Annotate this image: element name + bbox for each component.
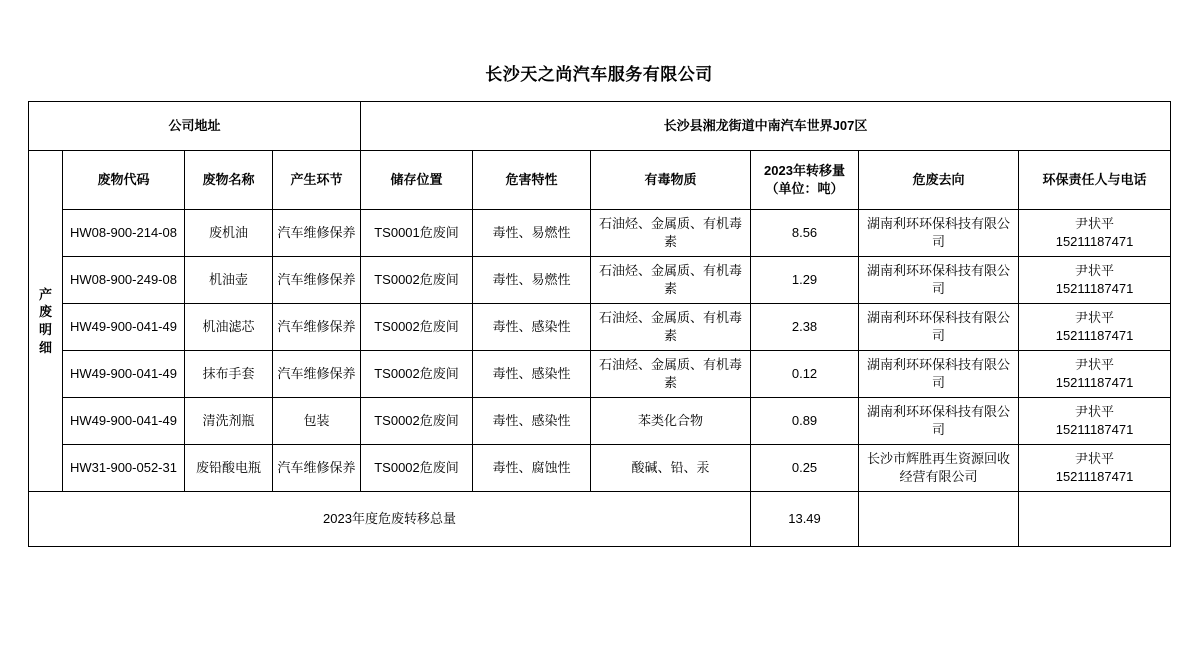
side-label-char-4: 细 [38,339,52,355]
cell-amount: 0.89 [751,398,859,445]
contact-name: 尹状平 [1075,216,1115,232]
cell-stage: 汽车维修保养 [273,304,361,351]
cell-name: 废铅酸电瓶 [185,445,273,492]
table-row [29,445,1171,492]
cell-storage: TS0002危废间 [361,445,473,492]
side-label-char-1: 产 [38,286,52,302]
cell-name: 机油滤芯 [185,304,273,351]
cell-hazard: 毒性、腐蚀性 [473,445,591,492]
cell-name: 废机油 [185,210,273,257]
cell-toxic: 石油烃、金属质、有机毒素 [591,210,751,257]
column-header-amount-unit: （单位：吨） [765,181,844,196]
contact-phone: 15211187471 [1055,469,1134,484]
cell-amount: 8.56 [751,210,859,257]
column-header-storage: 储存位置 [361,151,473,210]
cell-amount: 2.38 [751,304,859,351]
table-row [29,257,1171,304]
cell-storage: TS0002危废间 [361,304,473,351]
cell-contact [1019,210,1171,257]
cell-destination: 湖南利环环保科技有限公司 [859,210,1019,257]
cell-contact [1019,398,1171,445]
contact-name: 尹状平 [1075,357,1115,373]
side-label [29,151,63,492]
table-row [29,351,1171,398]
hazardous-waste-table [28,101,1171,547]
total-blank-destination [859,492,1019,547]
cell-contact [1019,257,1171,304]
cell-stage: 汽车维修保养 [273,257,361,304]
cell-toxic: 石油烃、金属质、有机毒素 [591,304,751,351]
cell-amount: 0.12 [751,351,859,398]
total-label: 2023年度危废转移总量 [29,492,751,547]
table-row [29,398,1171,445]
contact-name: 尹状平 [1075,263,1115,279]
contact-phone: 15211187471 [1055,422,1134,437]
column-header-contact: 环保责任人与电话 [1019,151,1171,210]
cell-code: HW49-900-041-49 [63,398,185,445]
cell-hazard: 毒性、易燃性 [473,257,591,304]
cell-code: HW08-900-214-08 [63,210,185,257]
cell-contact [1019,304,1171,351]
address-label: 公司地址 [29,102,361,151]
cell-hazard: 毒性、感染性 [473,351,591,398]
cell-hazard: 毒性、易燃性 [473,210,591,257]
cell-code: HW31-900-052-31 [63,445,185,492]
page-title: 长沙天之尚汽车服务有限公司 [485,65,713,84]
column-header-hazard: 危害特性 [473,151,591,210]
cell-name: 机油壶 [185,257,273,304]
column-header-toxic: 有毒物质 [591,151,751,210]
contact-phone: 15211187471 [1055,328,1134,343]
total-row [29,492,1171,547]
cell-stage: 包装 [273,398,361,445]
table-row [29,304,1171,351]
cell-destination: 长沙市辉胜再生资源回收经营有限公司 [859,445,1019,492]
cell-toxic: 石油烃、金属质、有机毒素 [591,257,751,304]
cell-storage: TS0002危废间 [361,257,473,304]
cell-stage: 汽车维修保养 [273,445,361,492]
cell-storage: TS0001危废间 [361,210,473,257]
column-header-code: 废物代码 [63,151,185,210]
cell-storage: TS0002危废间 [361,351,473,398]
cell-toxic: 石油烃、金属质、有机毒素 [591,351,751,398]
total-blank-contact [1019,492,1171,547]
cell-stage: 汽车维修保养 [273,351,361,398]
cell-destination: 湖南利环环保科技有限公司 [859,398,1019,445]
document-page [0,60,1198,663]
column-header-name: 废物名称 [185,151,273,210]
cell-contact [1019,445,1171,492]
column-header-destination: 危废去向 [859,151,1019,210]
column-header-amount [751,151,859,210]
side-label-char-3: 明 [38,322,52,337]
address-value: 长沙县湘龙街道中南汽车世界J07区 [361,102,1171,151]
cell-destination: 湖南利环环保科技有限公司 [859,257,1019,304]
table-row [29,210,1171,257]
cell-amount: 1.29 [751,257,859,304]
column-header-amount-line1: 2023年转移量 [764,162,845,178]
cell-destination: 湖南利环环保科技有限公司 [859,304,1019,351]
cell-destination: 湖南利环环保科技有限公司 [859,351,1019,398]
cell-stage: 汽车维修保养 [273,210,361,257]
cell-amount: 0.25 [751,445,859,492]
contact-name: 尹状平 [1075,404,1115,420]
cell-name: 清洗剂瓶 [185,398,273,445]
cell-contact [1019,351,1171,398]
contact-phone: 15211187471 [1055,281,1134,296]
column-header-stage: 产生环节 [273,151,361,210]
contact-phone: 15211187471 [1055,375,1134,390]
cell-hazard: 毒性、感染性 [473,398,591,445]
cell-hazard: 毒性、感染性 [473,304,591,351]
contact-name: 尹状平 [1075,451,1115,467]
cell-storage: TS0002危废间 [361,398,473,445]
table-container [0,101,1198,547]
side-label-char-2: 废 [38,304,52,320]
cell-toxic: 苯类化合物 [591,398,751,445]
contact-name: 尹状平 [1075,310,1115,326]
cell-name: 抹布手套 [185,351,273,398]
address-row [29,102,1171,151]
cell-code: HW08-900-249-08 [63,257,185,304]
cell-code: HW49-900-041-49 [63,351,185,398]
total-value: 13.49 [751,492,859,547]
contact-phone: 15211187471 [1055,234,1134,249]
cell-code: HW49-900-041-49 [63,304,185,351]
header-row [29,151,1171,210]
cell-toxic: 酸碱、铅、汞 [591,445,751,492]
